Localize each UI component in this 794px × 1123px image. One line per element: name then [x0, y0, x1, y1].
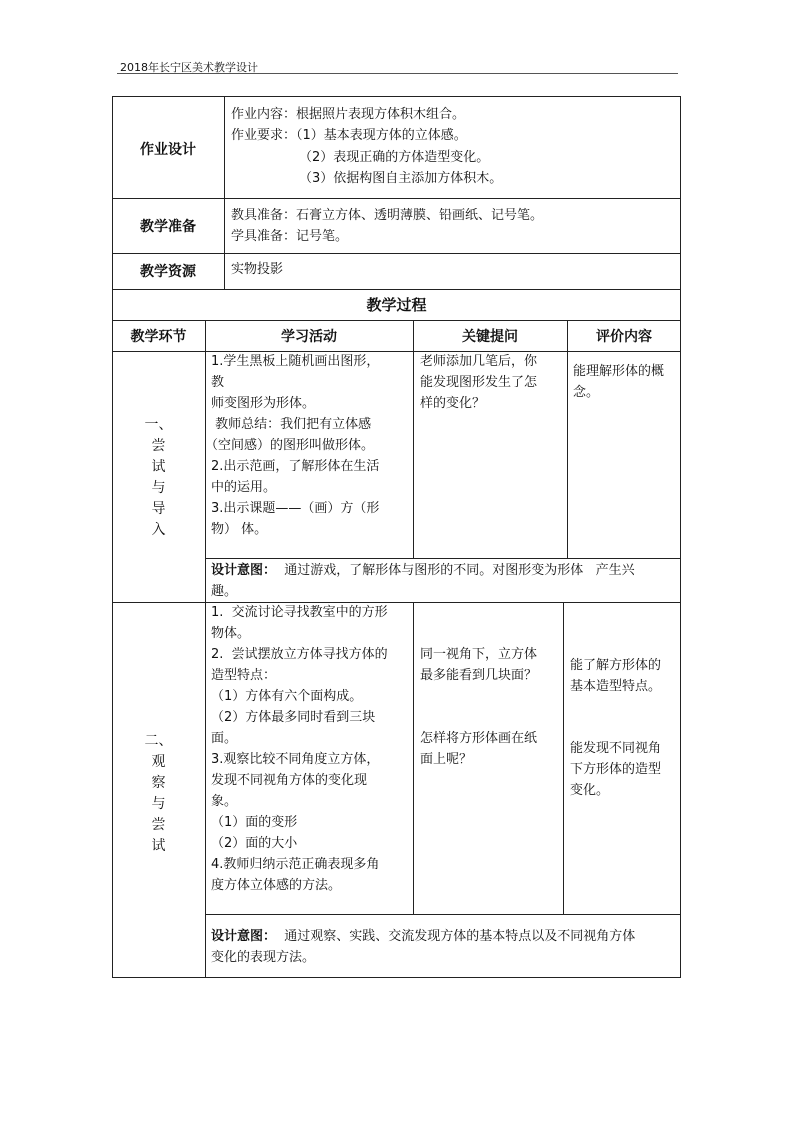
stage-char: 与 — [151, 796, 166, 812]
column-header-stage: 教学环节 — [130, 329, 187, 345]
activity-line: 发现不同视角方体的变化现 — [211, 773, 368, 788]
evaluation-line: 能理解形体的概 — [573, 364, 665, 379]
design-intent-text-cont: 趣。 — [211, 584, 238, 599]
activity-line: 教师总结：我们把有立体感 — [211, 417, 372, 432]
stage-char: 尝 — [151, 438, 166, 454]
stage-char: 入 — [151, 522, 166, 538]
col-divider — [413, 351, 414, 558]
activity-line: 1.学生黑板上随机画出图形， — [211, 354, 380, 369]
header-rule — [117, 73, 678, 74]
design-intent-body: 通过游戏，了解形体与图形的不同。对图形变为形体 产生兴 — [276, 563, 635, 578]
homework-line: 作业要求：（1）基本表现方体的立体感。 — [231, 128, 467, 143]
question-line: 样的变化？ — [420, 396, 486, 411]
col-divider — [205, 602, 206, 978]
row-divider — [112, 289, 681, 290]
evaluation-line: 能发现不同视角 — [570, 741, 662, 756]
col-divider — [413, 602, 414, 914]
preparation-label: 教学准备 — [140, 219, 196, 235]
evaluation-line: 念。 — [573, 385, 600, 400]
question-line: 同一视角下，立方体 — [420, 647, 538, 662]
homework-label: 作业设计 — [140, 142, 196, 158]
header-title: 2018年长宁区美术教学设计 — [120, 61, 258, 74]
homework-line: （3）依据构图自主添加方体积木。 — [299, 171, 503, 186]
activity-line: 4.教师归纳示范正确表现多角 — [211, 857, 380, 872]
row-divider — [112, 351, 681, 352]
design-intent-body: 通过观察、实践、交流发现方体的基本特点以及不同视角方体 — [276, 929, 636, 944]
activity-line: （2）方体最多同时看到三块 — [211, 710, 376, 725]
column-header-questions: 关键提问 — [462, 329, 518, 345]
stage-char: 一、 — [144, 417, 173, 433]
activity-line: （空间感）的图形叫做形体。 — [205, 438, 375, 453]
resources-value: 实物投影 — [231, 262, 284, 277]
activity-line: 物） 体。 — [211, 522, 268, 537]
activity-line: 师变图形为形体。 — [211, 396, 316, 411]
stage-char: 观 — [151, 754, 166, 770]
stage-label-2 — [112, 731, 205, 857]
design-intent-text — [211, 561, 635, 582]
activity-line: 度方体立体感的方法。 — [211, 878, 342, 893]
evaluation-line: 下方形体的造型 — [570, 762, 662, 777]
stage-char: 二、 — [144, 733, 173, 749]
question-line: 老师添加几笔后，你 — [420, 354, 538, 369]
row-divider — [205, 558, 681, 559]
activity-line: 物体。 — [211, 626, 251, 641]
row-divider — [112, 253, 681, 254]
process-title: 教学过程 — [366, 296, 427, 314]
preparation-line: 教具准备：石膏立方体、透明薄膜、铅画纸、记号笔。 — [231, 208, 544, 223]
col-divider — [205, 351, 206, 602]
column-header-activity: 学习活动 — [281, 329, 337, 345]
activity-line: 3.出示课题——（画）方（形 — [211, 501, 380, 516]
col-divider — [567, 351, 568, 558]
activity-line: 造型特点： — [211, 668, 277, 683]
evaluation-line: 能了解方形体的 — [570, 658, 662, 673]
activity-line: 1. 交流讨论寻找教室中的方形 — [211, 605, 388, 620]
design-intent-label: 设计意图： — [211, 929, 277, 944]
activity-line: 3.观察比较不同角度立方体， — [211, 752, 380, 767]
activity-line: （1）方体有六个面构成。 — [211, 689, 363, 704]
activity-line: 中的运用。 — [211, 480, 277, 495]
design-intent-text — [211, 927, 635, 948]
activity-line: 面。 — [211, 731, 238, 746]
col-divider — [563, 602, 564, 914]
question-line: 最多能看到几块面？ — [420, 668, 538, 683]
activity-line: 教 — [211, 375, 225, 390]
stage-char: 试 — [151, 838, 166, 854]
activity-line: 2. 尝试摆放立方体寻找方体的 — [211, 647, 388, 662]
stage-char: 与 — [151, 480, 166, 496]
design-intent-text-cont: 变化的表现方法。 — [211, 950, 316, 965]
evaluation-line: 变化。 — [570, 783, 610, 798]
evaluation-line: 基本造型特点。 — [570, 679, 662, 694]
activity-line: （2）面的大小 — [211, 836, 298, 851]
question-line: 能发现图形发生了怎 — [420, 375, 538, 390]
activity-line: 象。 — [211, 794, 238, 809]
stage-char: 导 — [151, 501, 166, 517]
row-divider — [112, 198, 681, 199]
question-line: 面上呢？ — [420, 752, 473, 767]
row-divider — [112, 320, 681, 321]
homework-line: （2）表现正确的方体造型变化。 — [299, 150, 490, 165]
stage-char: 察 — [151, 775, 166, 791]
stage-label-1 — [112, 415, 205, 541]
design-intent-label: 设计意图： — [211, 563, 277, 578]
preparation-line: 学具准备：记号笔。 — [231, 229, 349, 244]
stage-char: 试 — [151, 459, 166, 475]
activity-line: 2.出示范画，了解形体在生活 — [211, 459, 380, 474]
row-divider — [112, 602, 681, 603]
resources-label: 教学资源 — [140, 264, 196, 280]
activity-line: （1）面的变形 — [211, 815, 298, 830]
homework-line: 作业内容：根据照片表现方体积木组合。 — [231, 107, 466, 122]
stage-char: 尝 — [151, 817, 166, 833]
row-divider — [205, 914, 681, 915]
question-line: 怎样将方形体画在纸 — [420, 731, 538, 746]
info-divider — [224, 96, 225, 289]
column-header-evaluation: 评价内容 — [596, 329, 652, 345]
